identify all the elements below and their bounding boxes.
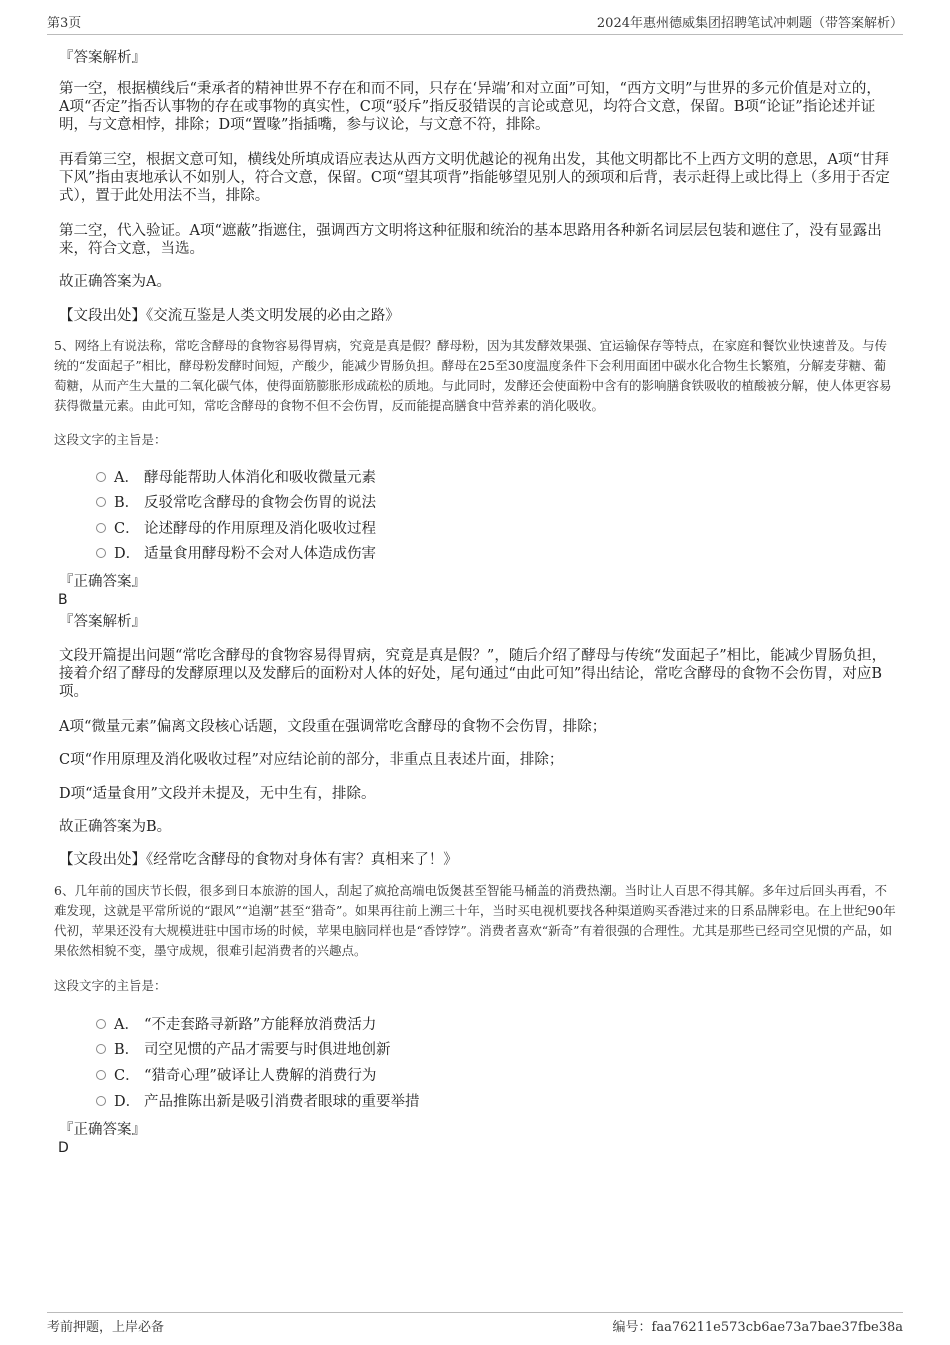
answer-conclusion: 故正确答案为A。 [59,274,171,290]
option-a[interactable]: A． 酵母能帮助人体消化和吸收微量元素 [96,469,376,487]
option-d[interactable]: D． 产品推陈出新是吸引消费者眼球的重要举措 [96,1093,420,1111]
document-title: 2024年惠州德威集团招聘笔试冲刺题（带答案解析） [596,16,903,31]
radio-icon[interactable] [96,472,106,482]
option-a[interactable]: A． “不走套路寻新路”方能释放消费活力 [96,1016,376,1034]
page-footer [47,1312,903,1335]
analysis-paragraph: 再看第三空，根据文意可知，横线处所填成语应表达从西方文明优越论的视角出发，其他文明都比不上西方文明的意思，A项“甘拜下风”指由衷地承认不如别人，符合文意，保留。C项“望其项背”指能够望见别人的颈项和后背，表示赶得上或比得上（多用于否定式），置于此处用法不当，排除。 [59,152,890,204]
analysis-paragraph: C项“作用原理及消化吸收过程”对应结论前的部分，非重点且表述片面，排除； [59,752,564,768]
footer-slogan: 考前押题，上岸必备 [47,1320,165,1335]
radio-icon[interactable] [96,497,106,507]
analysis-paragraph: 第二空，代入验证。A项“遮蔽”指遮住，强调西方文明将这种征服和统治的基本思路用各种新名词层层包装和遮住了，没有显露出来，符合文意，当选。 [59,223,882,257]
passage-source: 【文段出处】《交流互鉴是人类文明发展的必由之路》 [59,308,400,324]
option-c[interactable]: C． “猎奇心理”破译让人费解的消费行为 [96,1067,376,1085]
option-d[interactable]: D． 适量食用酵母粉不会对人体造成伤害 [96,545,376,563]
question-stem: 这段文字的主旨是： [54,432,167,447]
analysis-paragraph: D项“适量食用”文段并未提及，无中生有，排除。 [59,786,376,802]
radio-icon[interactable] [96,523,106,533]
analysis-label: 『答案解析』 [59,50,146,66]
question-passage: 6、几年前的国庆节长假，很多到日本旅游的国人，刮起了疯抢高端电饭煲甚至智能马桶盖的消费热潮。当时让人百思不得其解。多年过后回头再看，不难发现，这就是平常所说的“跟风”“追潮”甚至“猎奇”。如果再往前上溯三十年，当时买电视机要找各种渠道购买香港过来的日系品牌彩电。在上世纪90年代初，苹果还没有大规模进驻中国市场的时候，苹果电脑同样也是“香饽饽”。消费者喜欢“新奇”有着很强的合理性。尤其是那些已经司空见惯的产品，如果依然相貌不变，墨守成规，很难引起消费者的兴趣点。 [54,883,896,958]
question-passage: 5、网络上有说法称，常吃含酵母的食物容易得胃病，究竟是真是假？酵母粉，因为其发酵效果强、宜运输保存等特点，在家庭和餐饮业快速普及。与传统的“发面起子”相比，酵母粉发酵时间短，产酸少，能减少胃肠负担。酵母在25至30度温度条件下会利用面团中碳水化合物生长繁殖，分解麦芽糖、葡萄糖，从而产生大量的二氧化碳气体，使得面筋膨胀形成疏松的质地。与此同时，发酵还会使面粉中含有的影响膳食铁吸收的植酸被分解，使人体更容易获得微量元素。由此可知，常吃含酵母的食物不但不会伤胃，反而能提高膳食中营养素的消化吸收。 [54,338,892,413]
passage-source: 【文段出处】《经常吃含酵母的食物对身体有害？真相来了！》 [59,852,458,868]
correct-answer: B [58,592,68,608]
analysis-paragraph: 第一空，根据横线后“秉承者的精神世界不存在和而不同，只存在‘异端’和对立面”可知，“西方文明”与世界的多元价值是对立的，A项“否定”指否认事物的存在或事物的真实性，C项“驳斥”指反驳错误的言论或意见，均符合文意，保留。B项“论证”指论述并证明，与文意相悖，排除；D项“置喙”指插嘴，参与议论，与文意不符，排除。 [59,81,881,133]
correct-answer-label: 『正确答案』 [59,574,146,590]
page-header [47,12,903,35]
radio-icon[interactable] [96,1070,106,1080]
radio-icon[interactable] [96,548,106,558]
analysis-paragraph: A项“微量元素”偏离文段核心话题，文段重在强调常吃含酵母的食物不会伤胃，排除； [59,719,607,735]
analysis-label: 『答案解析』 [59,614,146,630]
correct-answer: D [58,1140,69,1156]
option-b[interactable]: B． 司空见惯的产品才需要与时俱进地创新 [96,1041,391,1059]
radio-icon[interactable] [96,1044,106,1054]
option-b[interactable]: B． 反驳常吃含酵母的食物会伤胃的说法 [96,494,376,512]
analysis-paragraph: 文段开篇提出问题“常吃含酵母的食物容易得胃病，究竟是真是假？”，随后介绍了酵母与传统“发面起子”相比，能减少胃肠负担，接着介绍了酵母的发酵原理以及发酵后的面粉对人体的好处，尾句通过“由此可知”得出结论，常吃含酵母的食物不会伤胃，对应B项。 [59,648,887,700]
option-c[interactable]: C． 论述酵母的作用原理及消化吸收过程 [96,520,376,538]
answer-conclusion: 故正确答案为B。 [59,819,172,835]
radio-icon[interactable] [96,1019,106,1029]
page-number: 第3页 [47,16,82,31]
question-stem: 这段文字的主旨是： [54,978,167,993]
radio-icon[interactable] [96,1096,106,1106]
correct-answer-label: 『正确答案』 [59,1122,146,1138]
document-id: 编号：faa76211e573cb6ae73a7bae37fbe38a [612,1320,903,1335]
